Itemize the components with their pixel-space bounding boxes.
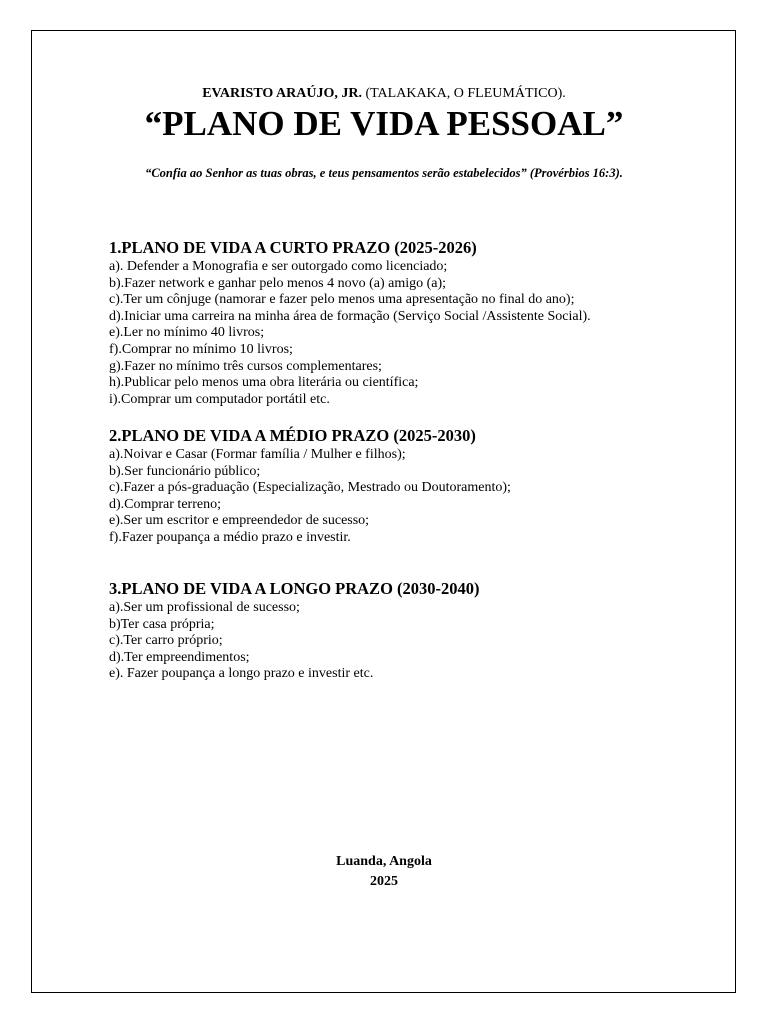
goal-item: e).Ler no mínimo 40 livros; xyxy=(109,325,265,341)
goal-item: i).Comprar um computador portátil etc. xyxy=(109,391,330,407)
goal-item: e). Fazer poupança a longo prazo e investir etc. xyxy=(109,666,374,682)
goal-item: b).Fazer network e ganhar pelo menos 4 novo (a) amigo (a); xyxy=(109,275,447,291)
footer-year: 2025 xyxy=(370,874,398,889)
section-long-term xyxy=(109,579,709,683)
goal-list xyxy=(109,447,709,547)
section-short-term xyxy=(109,238,709,408)
author-nickname: (TALAKAKA, O FLEUMÁTICO). xyxy=(361,86,566,101)
goal-item: a).Noivar e Casar (Formar família / Mulher e filhos); xyxy=(109,447,406,462)
footer-place: Luanda, Angola xyxy=(336,854,432,869)
goal-item: d).Ter empreendimentos; xyxy=(109,649,250,665)
goal-item: d).Comprar terreno; xyxy=(109,496,221,512)
epigraph-quote: “Confia ao Senhor as tuas obras, e teus pensamentos serão estabelecidos” (Provérbios 16:3). xyxy=(145,166,623,180)
author-name: EVARISTO ARAÚJO, JR. xyxy=(202,86,362,101)
goal-item: f).Comprar no mínimo 10 livros; xyxy=(109,341,293,357)
goal-item: h).Publicar pelo menos uma obra literária ou científica; xyxy=(109,375,419,391)
document-title: “PLANO DE VIDA PESSOAL” xyxy=(144,104,624,143)
goal-list xyxy=(109,259,709,408)
goal-item: b).Ser funcionário público; xyxy=(109,463,261,479)
goal-item: g).Fazer no mínimo três cursos complementares; xyxy=(109,358,382,374)
goal-item: c).Ter um cônjuge (namorar e fazer pelo menos uma apresentação no final do ano); xyxy=(109,292,575,308)
goal-item: d).Iniciar uma carreira na minha área de formação (Serviço Social /Assistente Social). xyxy=(109,308,591,324)
footer xyxy=(0,852,768,892)
goal-item: c).Ter carro próprio; xyxy=(109,633,223,649)
author-line xyxy=(0,85,768,103)
goal-item: f).Fazer poupança a médio prazo e investir. xyxy=(109,529,351,545)
section-heading: 2.PLANO DE VIDA A MÉDIO PRAZO (2025-2030) xyxy=(109,426,476,445)
goal-item: e).Ser um escritor e empreendedor de sucesso; xyxy=(109,513,370,529)
section-heading: 1.PLANO DE VIDA A CURTO PRAZO (2025-2026) xyxy=(109,238,477,257)
goal-item: a).Ser um profissional de sucesso; xyxy=(109,600,300,615)
section-heading: 3.PLANO DE VIDA A LONGO PRAZO (2030-2040) xyxy=(109,579,480,598)
goal-item: c).Fazer a pós-graduação (Especialização, Mestrado ou Doutoramento); xyxy=(109,480,511,496)
goal-list xyxy=(109,600,709,683)
goal-item: a). Defender a Monografia e ser outorgado como licenciado; xyxy=(109,259,448,274)
section-medium-term xyxy=(109,426,709,547)
goal-item: b)Ter casa própria; xyxy=(109,616,215,632)
